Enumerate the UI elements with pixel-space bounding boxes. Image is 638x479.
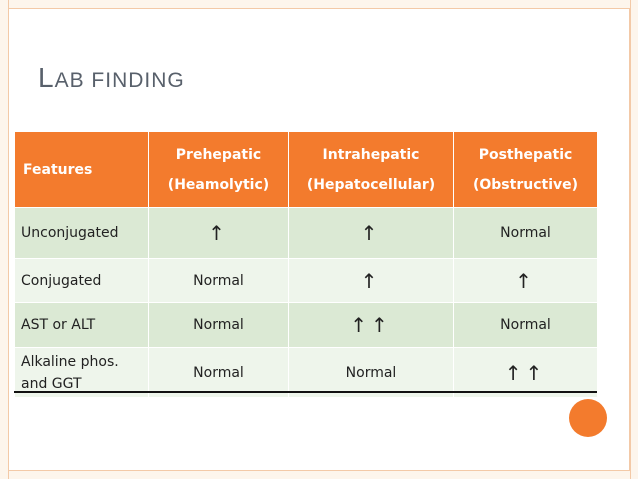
- up-arrow-icon: ↑: [360, 221, 382, 245]
- header-posthepatic: [454, 132, 598, 208]
- cell-intrahepatic: [289, 208, 454, 259]
- cell-posthepatic: [454, 259, 598, 303]
- cell-posthepatic: Normal: [454, 303, 598, 348]
- double-up-arrow-icon: ↑↑: [350, 313, 392, 337]
- table-row-alkaline-phos: [15, 348, 598, 398]
- double-up-arrow-icon: ↑↑: [504, 360, 547, 385]
- cell-intrahepatic: [289, 303, 454, 348]
- frame-line-right: [630, 0, 631, 479]
- header-posthepatic-line2: (Obstructive): [472, 176, 579, 193]
- title-capital: L: [38, 62, 55, 93]
- row-label-line2: and GGT: [21, 375, 82, 392]
- cell-prehepatic: Normal: [149, 348, 289, 398]
- frame-line-left: [8, 0, 9, 479]
- cell-prehepatic: [149, 208, 289, 259]
- decorative-circle: [569, 399, 607, 437]
- slide-title: [38, 62, 185, 94]
- header-prehepatic: [149, 132, 289, 208]
- row-label: AST or ALT: [15, 303, 149, 348]
- table-bottom-border: [14, 391, 597, 393]
- row-label: [15, 348, 149, 398]
- table-row-conjugated: [15, 259, 598, 303]
- title-rest: AB FINDING: [54, 69, 185, 92]
- header-prehepatic-line1: Prehepatic: [175, 146, 262, 163]
- header-posthepatic-line1: Posthepatic: [478, 146, 573, 163]
- cell-posthepatic: Normal: [454, 208, 598, 259]
- table-row-unconjugated: [15, 208, 598, 259]
- header-intrahepatic-line1: Intrahepatic: [322, 146, 420, 163]
- up-arrow-icon: ↑: [208, 221, 229, 245]
- table-row-ast-alt: [15, 303, 598, 348]
- row-label: Conjugated: [15, 259, 149, 303]
- lab-finding-table: [14, 131, 598, 398]
- header-prehepatic-line2: (Heamolytic): [167, 176, 270, 193]
- up-arrow-icon: ↑: [360, 268, 382, 293]
- header-intrahepatic: [289, 132, 454, 208]
- header-intrahepatic-line2: (Hepatocellular): [306, 176, 436, 193]
- cell-intrahepatic: Normal: [289, 348, 454, 398]
- cell-prehepatic: Normal: [149, 259, 289, 303]
- row-label: Unconjugated: [15, 208, 149, 259]
- cell-intrahepatic: [289, 259, 454, 303]
- header-features: Features: [15, 132, 149, 208]
- row-label-line1: Alkaline phos.: [21, 353, 119, 370]
- cell-prehepatic: Normal: [149, 303, 289, 348]
- cell-posthepatic: [454, 348, 598, 398]
- header-row: [15, 132, 598, 208]
- up-arrow-icon: ↑: [515, 268, 536, 293]
